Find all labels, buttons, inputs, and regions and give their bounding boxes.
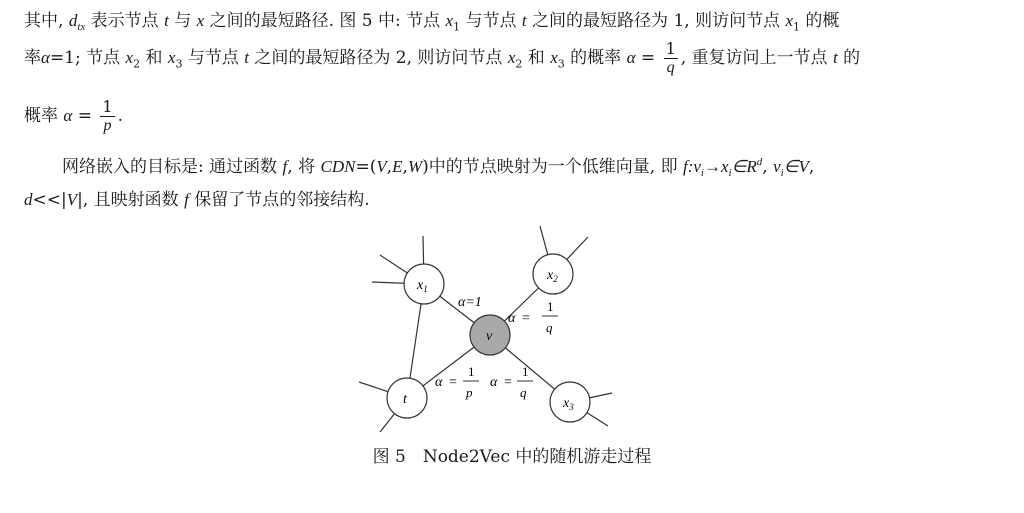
text-line-4: 网络嵌入的目标是: 通过函数 f, 将 CDN=(V,E,W)中的节点映射为一个低维向量, 即 $f:v_i\to x_i\in R^d$, $v_i\in V$, [62, 156, 815, 180]
node-x2-label: $x_2$ [547, 268, 558, 284]
edge-label-alpha-1: α=1 [458, 295, 482, 310]
node-t [387, 378, 427, 418]
svg-text:α: α [508, 311, 516, 326]
svg-text:q: q [546, 320, 553, 335]
text-line-5: d<<|V|, 且映射函数 f 保留了节点的邻接结构. [24, 190, 370, 210]
text-line-1: 其中, $d_{tx}$ 表示节点 t 与 x 之间的最短路径. 图 5 中: 节点 $x_1$ 与节点 t 之间的最短路径为 1, 则访问节点 $x_1$ 的概 [24, 11, 840, 34]
svg-text:1: 1 [547, 299, 554, 314]
svg-text:α: α [490, 375, 498, 390]
node-v-label: v [486, 329, 493, 344]
svg-text:1: 1 [522, 364, 529, 379]
fraction-1-over-p: $\frac{1}{p}$ [102, 97, 113, 134]
edge-label-alpha-1-over-q-lower [490, 364, 533, 400]
figure-caption: 图 5 Node2Vec 中的随机游走过程 [372, 447, 652, 467]
svg-text:α: α [435, 375, 443, 390]
svg-text:p: p [466, 385, 473, 400]
text-line-3: 概率 α = $\frac{1}{p}$ . [24, 97, 123, 134]
edge-label-alpha-1-over-p [435, 364, 479, 400]
node-t-label: t [403, 392, 407, 407]
node-x1-label: $x_1$ [417, 278, 428, 294]
svg-text:=: = [522, 311, 530, 326]
svg-text:q: q [520, 385, 527, 400]
node-x3-label: $x_3$ [563, 396, 574, 412]
svg-text:=: = [504, 375, 512, 390]
fraction-1-over-q: $\frac{1}{q}$ [665, 39, 676, 76]
text-line-2: 率α=1; 节点 $x_2$ 和 $x_3$ 与节点 t 之间的最短路径为 2, 则访问节点 $x_2$ 和 $x_3$ 的概率 α = $\frac{1}{q}$ , 重复访问上一节点 t 的 [24, 39, 861, 76]
svg-text:1: 1 [468, 364, 475, 379]
edge-label-alpha-1-over-q-upper [508, 299, 558, 335]
node2vec-graph-figure [350, 222, 630, 440]
svg-text:=: = [449, 375, 457, 390]
